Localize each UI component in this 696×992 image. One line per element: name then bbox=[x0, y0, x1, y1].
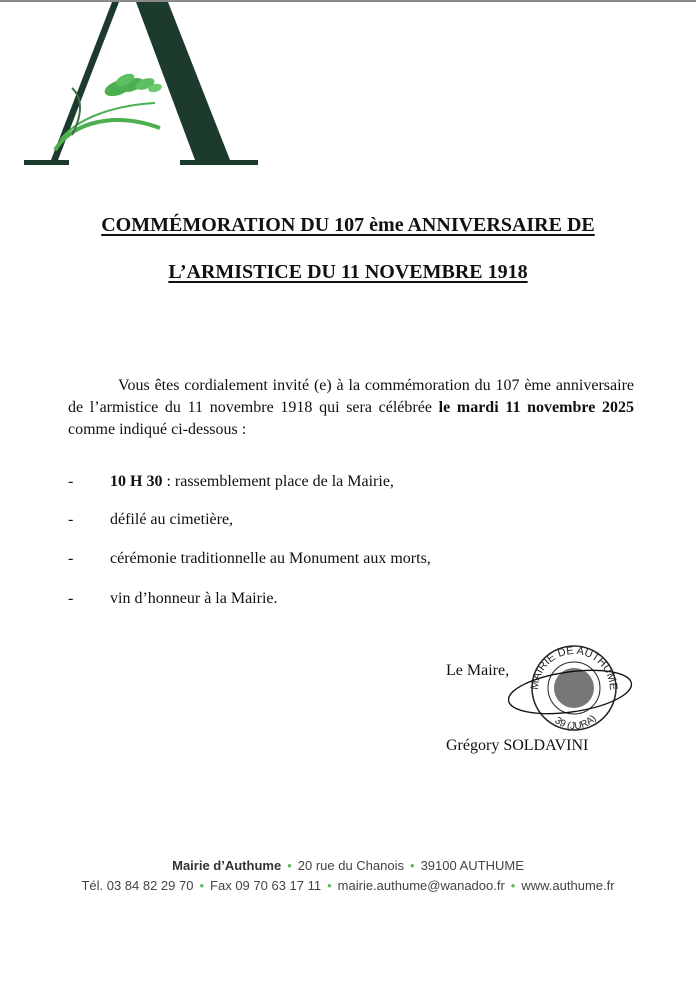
footer-contact: Tél. 03 84 82 29 70 • Fax 09 70 63 17 11 • mairie.authume@wanadoo.fr • www.authume.fr bbox=[81, 878, 615, 893]
bullet-dash: - bbox=[68, 590, 74, 607]
bullet-dash: - bbox=[68, 511, 74, 528]
outro-text: comme indiqué ci-dessous : bbox=[68, 421, 247, 438]
town-seal-stamp bbox=[508, 640, 638, 740]
program-time: 10 H 30 bbox=[110, 473, 163, 490]
svg-text:39 (JURA): 39 (JURA) bbox=[552, 713, 599, 733]
program-text: cérémonie traditionnelle au Monument aux morts, bbox=[110, 550, 431, 567]
program-text: vin d’honneur à la Mairie. bbox=[110, 590, 278, 607]
footer-phone: Tél. 03 84 82 29 70 bbox=[81, 878, 194, 893]
footer-email-link[interactable]: mairie.authume@wanadoo.fr bbox=[337, 878, 505, 893]
footer-fax: Fax 09 70 63 17 11 bbox=[210, 878, 322, 893]
bullet-dash: - bbox=[68, 550, 74, 567]
mayor-name: Grégory SOLDAVINI bbox=[446, 737, 589, 754]
footer-city: 39100 AUTHUME bbox=[420, 858, 524, 873]
intro-text: Vous êtes cordialement invité (e) à la commémoration du 107 ème anniversaire de l’armistice du 11 novembre 1918 qui sera célébrée bbox=[68, 377, 634, 416]
invitation-paragraph bbox=[68, 375, 634, 441]
bullet-dash: - bbox=[68, 473, 74, 490]
program-text: défilé au cimetière, bbox=[110, 511, 234, 528]
footer-website-link[interactable]: www.authume.fr bbox=[521, 878, 615, 893]
program-text: : rassemblement place de la Mairie, bbox=[162, 473, 394, 490]
svg-text:MAIRIE DE AUTHUME: MAIRIE DE AUTHUME bbox=[528, 644, 620, 691]
footer-street: 20 rue du Chanois bbox=[297, 858, 404, 873]
title-line-2: L’ARMISTICE DU 11 NOVEMBRE 1918 bbox=[168, 261, 528, 283]
signature-role: Le Maire, bbox=[446, 662, 510, 679]
town-logo bbox=[0, 0, 280, 180]
footer-org-name: Mairie d’Authume bbox=[172, 858, 282, 873]
event-date: le mardi 11 novembre 2025 bbox=[438, 399, 634, 416]
title-line-1: COMMÉMORATION DU 107 ème ANNIVERSAIRE DE bbox=[101, 214, 595, 236]
footer-address: Mairie d’Authume • 20 rue du Chanois • 39100 AUTHUME bbox=[172, 858, 524, 873]
